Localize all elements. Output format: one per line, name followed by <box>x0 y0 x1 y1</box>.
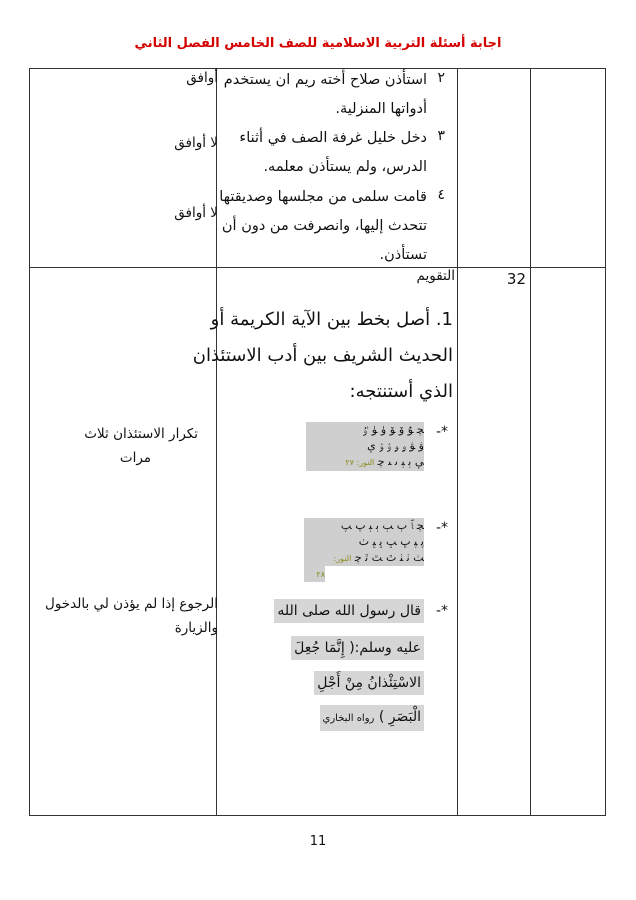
matched-answer-1-cont: مرات <box>119 450 151 466</box>
statement-line: تتحدث إليها، وانصرفت من دون أن <box>221 218 427 234</box>
matched-answer-2: الرجوع إذا لم يؤذن لي بالدخول <box>45 596 218 612</box>
hadith-line: الاسْتِئْذانُ مِنْ أَجْلِ <box>314 671 424 695</box>
evaluation-heading: التقويم <box>416 268 455 284</box>
row-divider <box>30 267 605 268</box>
statement-line: تستأذن. <box>379 247 427 263</box>
column-divider <box>216 69 217 815</box>
hadith-line: عليه وسلم:( إِنَّمَا جُعِلَ <box>291 636 424 660</box>
matched-answer-2-cont: والزيارة <box>174 620 218 636</box>
statement-line: الدرس، ولم يستأذن معلمه. <box>263 159 427 175</box>
row-number: 32 <box>506 270 526 288</box>
hadith-last-line <box>320 705 424 731</box>
statement-line: استأذن صلاح أخته ريم ان يستخدم <box>223 72 427 88</box>
statement-number: ٤ <box>437 187 445 203</box>
statement-line: دخل خليل غرفة الصف في أثناء <box>239 130 427 146</box>
verse-line: ﭟ ﭠ ﭡ ﭢ ﭣ ﭤ ﭼ <box>354 551 424 564</box>
hadith-source: رواه البخاري <box>322 713 375 724</box>
page-title: اجابة أسئلة التربية الاسلامية للصف الخامس الفصل الثاني <box>134 36 502 51</box>
bullet-star: *- <box>435 520 448 536</box>
hadith-line: الْبَصَرِ ) <box>378 709 421 725</box>
answer-agree: أوافق <box>186 70 218 86</box>
statement-number: ٣ <box>437 128 445 144</box>
answer-disagree: لا أوافق <box>174 205 218 221</box>
quran-verse-1 <box>306 422 424 471</box>
quran-verse-2 <box>304 518 424 566</box>
bullet-star: *- <box>435 603 448 619</box>
matched-answer-1: تكرار الاستئذان ثلاث <box>84 426 198 442</box>
verse-line: ﯞ ﯟ ﯠ ﯡ ﯢ ﯣ ﯤ <box>367 439 424 452</box>
verse-reference: النور: ٢٧ <box>345 458 375 467</box>
column-divider <box>530 69 531 815</box>
statement-number: ٢ <box>437 70 445 86</box>
bullet-star: *- <box>435 424 448 440</box>
statement-line: قامت سلمى من مجلسها وصديقتها <box>219 189 427 205</box>
verse-line: ﭽ ﯘ ﯙ ﯚ ﯛ ﯜ ﯝ <box>362 423 424 436</box>
question-line: الحديث الشريف بين أدب الاستئذان <box>192 345 453 366</box>
verse-line: ﯥ ﯦ ﯧ ﯨ ﯩ ﭼ <box>377 455 424 468</box>
answer-disagree: لا أوافق <box>174 135 218 151</box>
question-line: الذي أستنتجه: <box>349 381 453 402</box>
hadith-line: قال رسول الله صلى الله <box>274 599 424 623</box>
column-divider <box>457 69 458 815</box>
verse-line: ﭘ ﭙ ﭚ ﭛ ﭜ ﭝ ﭞ <box>358 535 424 548</box>
verse-reference: ٢٨ <box>316 570 325 579</box>
verse-reference: النور: <box>333 554 352 563</box>
statement-line: أدواتها المنزلية. <box>335 101 427 117</box>
verse-reference-box <box>304 566 325 582</box>
verse-line: ﭽ ﭑ ﭒ ﭓ ﭔ ﭕ ﭖ ﭗ <box>340 519 424 532</box>
page-number: 11 <box>309 834 327 849</box>
question-line: 1. أصل بخط بين الآية الكريمة أو <box>210 309 453 330</box>
